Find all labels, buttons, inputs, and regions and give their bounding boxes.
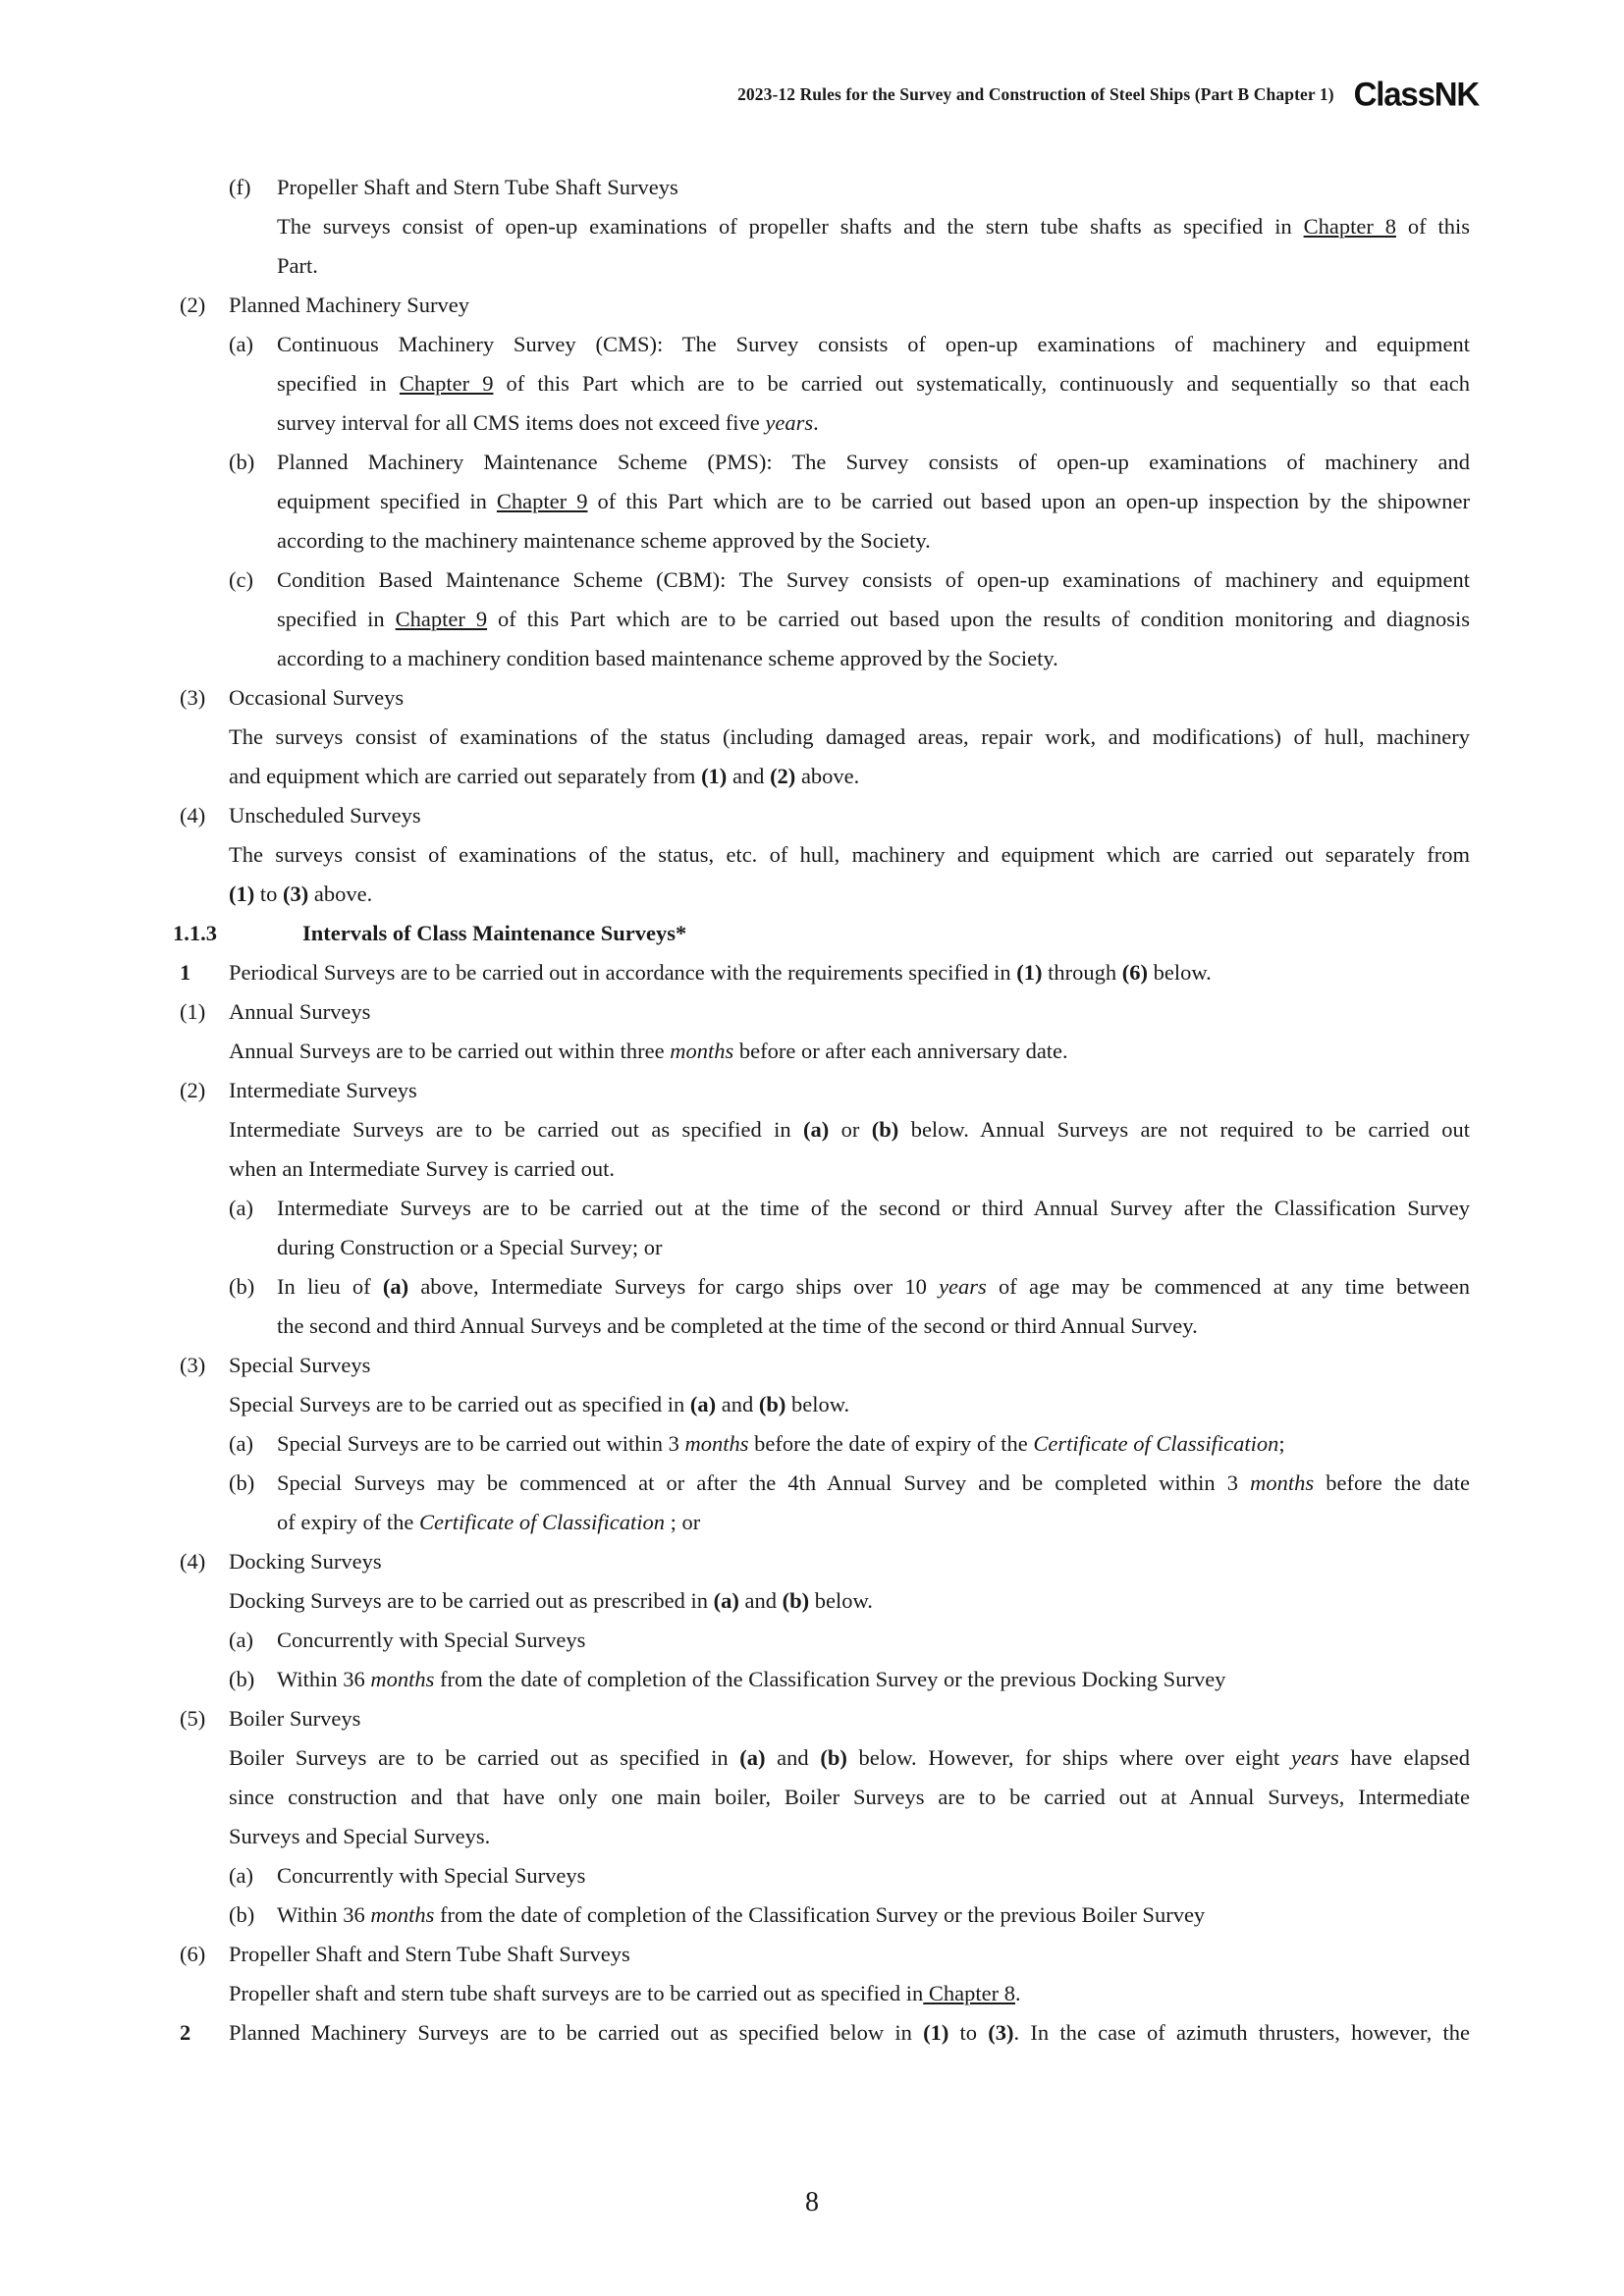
paragraph-line: Special Surveys are to be carried out as specified in (a) and (b) below.: [229, 1392, 850, 1416]
item-label: (b): [229, 1667, 255, 1691]
paragraph-line: during Construction or a Special Survey; or: [277, 1235, 663, 1259]
item-label: (1): [180, 999, 206, 1024]
item-label: (a): [229, 1863, 253, 1888]
paragraph-line: and equipment which are carried out separately from (1) and (2) above.: [229, 764, 860, 788]
item-title: Unscheduled Surveys: [229, 803, 421, 828]
paragraph-line: Surveys and Special Surveys.: [229, 1824, 491, 1848]
paragraph-line: Condition Based Maintenance Scheme (CBM): The Survey consists of open-up examinations of machinery and equipment: [277, 567, 1470, 592]
item-title: Planned Machinery Survey: [229, 293, 469, 317]
paragraph-line: according to a machinery condition based maintenance scheme approved by the Society.: [277, 646, 1058, 670]
paragraph-line: equipment specified in Chapter 9 of this Part which are to be carried out based upon an open-up inspection by the shipowner: [277, 489, 1470, 513]
chapter-8-link[interactable]: Chapter 8: [1303, 214, 1396, 239]
classnk-logo: ClassNK: [1353, 75, 1479, 113]
paragraph-line: survey interval for all CMS items does not exceed five years.: [277, 410, 819, 435]
item-title: Occasional Surveys: [229, 685, 405, 710]
paragraph-line: The surveys consist of examinations of the status, etc. of hull, machinery and equipment which are carried out separately from: [229, 842, 1470, 867]
paragraph-line: Periodical Surveys are to be carried out in accordance with the requirements specified in (1) through (6) below.: [229, 960, 1212, 985]
paragraph-line: Docking Surveys are to be carried out as prescribed in (a) and (b) below.: [229, 1588, 873, 1613]
page-number: 8: [805, 2187, 819, 2217]
paragraph-line: Planned Machinery Surveys are to be carried out as specified below in (1) to (3). In the case of azimuth thrusters, however, the: [229, 2020, 1470, 2045]
paragraph-line: Special Surveys may be commenced at or after the 4th Annual Survey and be completed within 3 months before the date: [277, 1470, 1470, 1495]
item-label: (a): [229, 1628, 253, 1652]
item-title: Special Surveys: [229, 1353, 371, 1377]
page-header: [737, 75, 1479, 114]
item-title: Propeller Shaft and Stern Tube Shaft Surveys: [277, 175, 678, 199]
section-title: Intervals of Class Maintenance Surveys*: [302, 921, 687, 945]
header-title: 2023-12 Rules for the Survey and Construction of Steel Ships (Part B Chapter 1): [737, 83, 1334, 104]
paragraph-line: The surveys consist of examinations of the status (including damaged areas, repair work, and modifications) of hull, machinery: [229, 724, 1470, 749]
paragraph-line: specified in Chapter 9 of this Part which are to be carried out systematically, continuously and sequentially so that each: [277, 371, 1470, 396]
paragraph-line: Continuous Machinery Survey (CMS): The Survey consists of open-up examinations of machinery and equipment: [277, 332, 1470, 356]
item-label: (a): [229, 332, 253, 356]
paragraph-line: The surveys consist of open-up examinations of propeller shafts and the stern tube shafts as specified in Chapter 8 of this: [277, 214, 1470, 239]
paragraph-line: Within 36 months from the date of completion of the Classification Survey or the previous Boiler Survey: [277, 1902, 1206, 1927]
item-label: (3): [180, 1353, 206, 1377]
item-label: (6): [180, 1942, 206, 1966]
paragraph-line: Annual Surveys are to be carried out within three months before or after each anniversary date.: [229, 1039, 1068, 1063]
paragraph-line: Propeller shaft and stern tube shaft surveys are to be carried out as specified in Chapter 8.: [229, 1981, 1021, 2005]
item-title: Docking Surveys: [229, 1549, 382, 1574]
paragraph-line: when an Intermediate Survey is carried out.: [229, 1156, 615, 1181]
paragraph-line: the second and third Annual Surveys and be completed at the time of the second or third Annual Survey.: [277, 1313, 1198, 1338]
paragraph-line: Concurrently with Special Surveys: [277, 1628, 586, 1652]
paragraph-number: 1: [180, 960, 191, 985]
chapter-9-link[interactable]: Chapter 9: [496, 489, 588, 513]
item-title: Annual Surveys: [229, 999, 371, 1024]
chapter-8-link[interactable]: Chapter 8: [923, 1981, 1015, 2005]
item-label: (2): [180, 293, 206, 317]
item-label: (f): [229, 175, 251, 199]
item-label: (b): [229, 1902, 255, 1927]
paragraph-line: In lieu of (a) above, Intermediate Surveys for cargo ships over 10 years of age may be commenced at any time between: [277, 1274, 1470, 1299]
paragraph-number: 2: [180, 2020, 191, 2045]
paragraph-line: Within 36 months from the date of completion of the Classification Survey or the previous Docking Survey: [277, 1667, 1226, 1691]
item-label: (4): [180, 1549, 206, 1574]
item-label: (a): [229, 1196, 253, 1220]
paragraph-line: Special Surveys are to be carried out within 3 months before the date of expiry of the Certificate of Classification;: [277, 1431, 1285, 1456]
paragraph-line: Boiler Surveys are to be carried out as specified in (a) and (b) below. However, for ships where over eight years have elapsed: [229, 1745, 1470, 1770]
chapter-9-link[interactable]: Chapter 9: [399, 371, 494, 396]
paragraph-line: (1) to (3) above.: [229, 881, 373, 906]
paragraph-line: Concurrently with Special Surveys: [277, 1863, 586, 1888]
paragraph-line: of expiry of the Certificate of Classification ; or: [277, 1510, 701, 1534]
item-title: Propeller Shaft and Stern Tube Shaft Surveys: [229, 1942, 630, 1966]
item-title: Intermediate Surveys: [229, 1078, 417, 1102]
item-label: (b): [229, 1274, 255, 1299]
paragraph-line: since construction and that have only one main boiler, Boiler Surveys are to be carried out at Annual Surveys, Intermediate: [229, 1785, 1470, 1809]
chapter-9-link[interactable]: Chapter 9: [395, 607, 488, 631]
item-title: Boiler Surveys: [229, 1706, 361, 1731]
paragraph-line: specified in Chapter 9 of this Part which are to be carried out based upon the results of condition monitoring and diagnosis: [277, 607, 1470, 631]
item-label: (3): [180, 685, 206, 710]
paragraph-line: Intermediate Surveys are to be carried out as specified in (a) or (b) below. Annual Surveys are not required to be carried out: [229, 1117, 1471, 1142]
item-label: (4): [180, 803, 206, 828]
item-label: (5): [180, 1706, 206, 1731]
paragraph-line: according to the machinery maintenance scheme approved by the Society.: [277, 528, 931, 553]
item-label: (b): [229, 450, 255, 474]
section-number: 1.1.3: [173, 921, 217, 945]
paragraph-line: Intermediate Surveys are to be carried out at the time of the second or third Annual Survey after the Classification Survey: [277, 1196, 1470, 1220]
paragraph-line: Part.: [277, 253, 318, 278]
paragraph-line: Planned Machinery Maintenance Scheme (PMS): The Survey consists of open-up examinations of machinery and: [277, 450, 1470, 474]
item-label: (a): [229, 1431, 253, 1456]
item-label: (2): [180, 1078, 206, 1102]
item-label: (b): [229, 1470, 255, 1495]
item-label: (c): [229, 567, 253, 592]
